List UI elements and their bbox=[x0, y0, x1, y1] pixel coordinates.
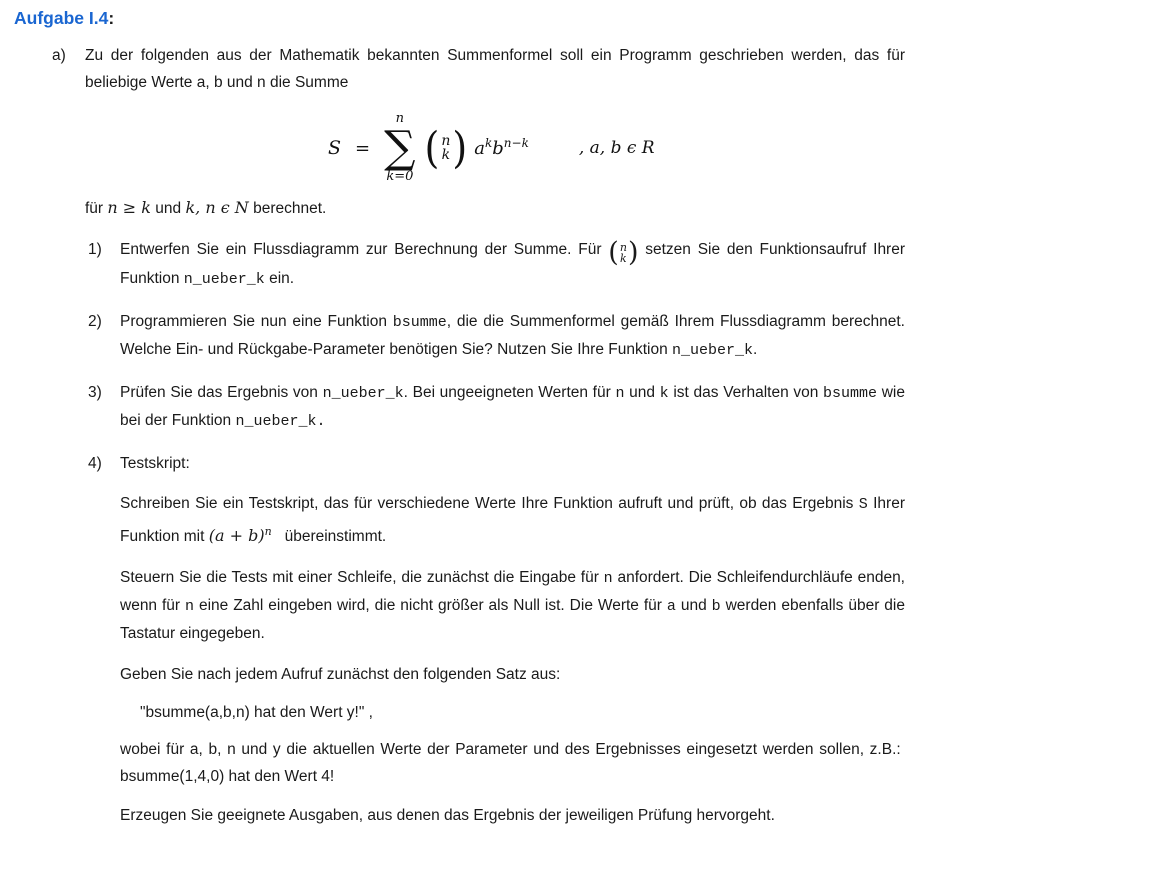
code-b: b bbox=[711, 598, 721, 615]
testscript-p2-text-3: eine Zahl eingeben wird, die nicht größer als Null ist. Die Werte für bbox=[194, 597, 667, 614]
output-example-text: "bsumme(a,b,n) hat den Wert y!" , bbox=[140, 704, 373, 721]
summation-symbol bbox=[384, 111, 415, 185]
testscript-p1-text-3: übereinstimmt. bbox=[271, 528, 387, 545]
list-item-3-text-3: und bbox=[624, 384, 660, 401]
list-item-4-text: Testskript: bbox=[120, 455, 190, 472]
sum-upper-limit: n bbox=[395, 111, 405, 126]
parameter-explanation bbox=[0, 736, 1152, 790]
code-n-ueber-k: n_ueber_k bbox=[183, 271, 265, 288]
code-n-ueber-k: n_ueber_k bbox=[322, 385, 404, 402]
inline-binom-stack bbox=[619, 242, 628, 264]
list-item-3-text-4: ist das Verhalten von bbox=[668, 384, 824, 401]
code-n-ueber-k: n_ueber_k. bbox=[235, 413, 326, 430]
testscript-paragraph-2 bbox=[0, 564, 1152, 647]
list-item-2-text: Programmieren Sie nun eine Funktion bbox=[120, 313, 393, 330]
list-item-2-text-2: , die die Summenformel gemäß Ihrem Flussdiagramm berechnet. Welche Ein- und Rückgabe-Parameter benötigen Sie? Nutzen Sie Ihre Funktion bbox=[120, 313, 905, 358]
list-item-3 bbox=[0, 379, 1152, 435]
list-item-2-marker: 2) bbox=[88, 313, 102, 330]
condition-math-1: n ≥ k bbox=[107, 198, 151, 217]
list-item-4 bbox=[0, 450, 1152, 477]
title-text: Aufgabe I.4 bbox=[14, 8, 109, 28]
testscript-paragraph-1 bbox=[0, 490, 1152, 550]
list-item-1-text-3: ein. bbox=[264, 270, 295, 287]
inline-binom-close-paren: ) bbox=[627, 237, 639, 268]
sum-formula bbox=[328, 108, 1152, 188]
document-content bbox=[0, 40, 1152, 829]
formula-term bbox=[474, 135, 529, 162]
sigma-icon: ∑ bbox=[384, 122, 416, 173]
list-item-1-marker: 1) bbox=[88, 241, 102, 258]
testscript-p2-text-4: und bbox=[675, 597, 712, 614]
list-item-1-text-2: setzen Sie den Funktionsaufruf Ihrer Funktion bbox=[120, 241, 906, 287]
closing-instruction-text: Erzeugen Sie geeignete Ausgaben, aus denen das Ergebnis der jeweiligen Prüfung hervorgeht. bbox=[120, 807, 775, 824]
page-title bbox=[14, 6, 114, 30]
code-a: a bbox=[666, 598, 676, 615]
testscript-p1-text: Schreiben Sie ein Testskript, das für verschiedene Werte Ihre Funktion aufruft und prüft, ob das Ergebnis bbox=[120, 495, 859, 512]
binom-stack bbox=[439, 134, 452, 162]
list-item-1 bbox=[0, 236, 1152, 293]
inline-binomial bbox=[608, 237, 639, 268]
list-item-3-marker: 3) bbox=[88, 384, 102, 401]
list-item-4-marker: 4) bbox=[88, 455, 102, 472]
output-instruction bbox=[0, 661, 1152, 688]
code-k: k bbox=[659, 385, 669, 402]
parameter-explanation-text: wobei für a, b, n und y die aktuellen Werte der Parameter und des Ergebnisses eingesetzt werden sollen, z.B.: bsumme(1,4,0) hat den Wert 4! bbox=[120, 741, 905, 785]
condition-text-2: und bbox=[155, 200, 186, 217]
binom-bottom: k bbox=[441, 147, 451, 163]
sum-lower-limit: k=0 bbox=[386, 169, 414, 184]
formula-constraint: , a, b ϵ R bbox=[578, 137, 655, 158]
inline-binom-top: n bbox=[619, 240, 627, 254]
code-bsumme: bsumme bbox=[392, 314, 447, 331]
output-instruction-text: Geben Sie nach jedem Aufruf zunächst den folgenden Satz aus: bbox=[120, 666, 561, 683]
list-item-2 bbox=[0, 308, 1152, 364]
binom-top: n bbox=[441, 133, 451, 149]
code-n-ueber-k: n_ueber_k bbox=[672, 342, 754, 359]
binomial-coefficient bbox=[424, 123, 468, 173]
code-n: n bbox=[603, 570, 613, 587]
math-a-plus-b: (a + b) bbox=[208, 526, 265, 545]
term-b: b bbox=[492, 137, 504, 159]
list-item-3-text-5: wie bei der Funktion bbox=[120, 384, 905, 429]
testscript-p2-text-2: anfordert. Die Schleifendurchläufe enden, wenn für bbox=[120, 569, 905, 614]
code-n: n bbox=[185, 598, 195, 615]
intro-text: Zu der folgenden aus der Mathematik bekannten Summenformel soll ein Programm geschrieben werden, das für beliebige Werte a, b und n die Summe bbox=[85, 47, 905, 91]
condition-text-3: berechnet. bbox=[253, 200, 327, 217]
closing-instruction bbox=[0, 802, 1152, 829]
code-bsumme: bsumme bbox=[823, 385, 878, 402]
code-n: n bbox=[615, 385, 625, 402]
formula-equals: = bbox=[355, 137, 371, 159]
list-item-3-text: Prüfen Sie das Ergebnis von bbox=[120, 384, 323, 401]
intro-paragraph bbox=[0, 42, 1152, 96]
list-item-3-text-2: . Bei ungeeigneten Werten für bbox=[403, 384, 616, 401]
list-item-1-text: Entwerfen Sie ein Flussdiagramm zur Berechnung der Summe. Für bbox=[120, 241, 609, 258]
inline-binom-bottom: k bbox=[620, 251, 627, 265]
testscript-p1-text-2: Ihrer Funktion mit bbox=[120, 495, 905, 545]
binom-close-paren: ) bbox=[452, 123, 468, 173]
term-b-exponent: n−k bbox=[503, 135, 529, 150]
testscript-p2-text-5: werden ebenfalls über die Tastatur eingegeben. bbox=[120, 597, 905, 642]
condition-line bbox=[0, 194, 1152, 222]
list-item-2-text-3: . bbox=[753, 341, 758, 358]
condition-text-1: für bbox=[85, 200, 108, 217]
binom-open-paren: ( bbox=[424, 123, 440, 173]
code-s: S bbox=[858, 496, 868, 513]
formula-lhs: S bbox=[328, 136, 342, 159]
term-a-exponent: k bbox=[484, 135, 493, 150]
testscript-p2-text: Steuern Sie die Tests mit einer Schleife, die zunächst die Eingabe für bbox=[120, 569, 604, 586]
condition-math-2: k, n ϵ N bbox=[185, 198, 249, 217]
title-colon: : bbox=[108, 8, 115, 28]
term-a: a bbox=[474, 137, 485, 159]
intro-marker: a) bbox=[52, 47, 66, 64]
inline-binom-open-paren: ( bbox=[608, 237, 619, 268]
math-exponent-n: n bbox=[264, 525, 272, 538]
output-example-quote bbox=[0, 699, 1152, 726]
